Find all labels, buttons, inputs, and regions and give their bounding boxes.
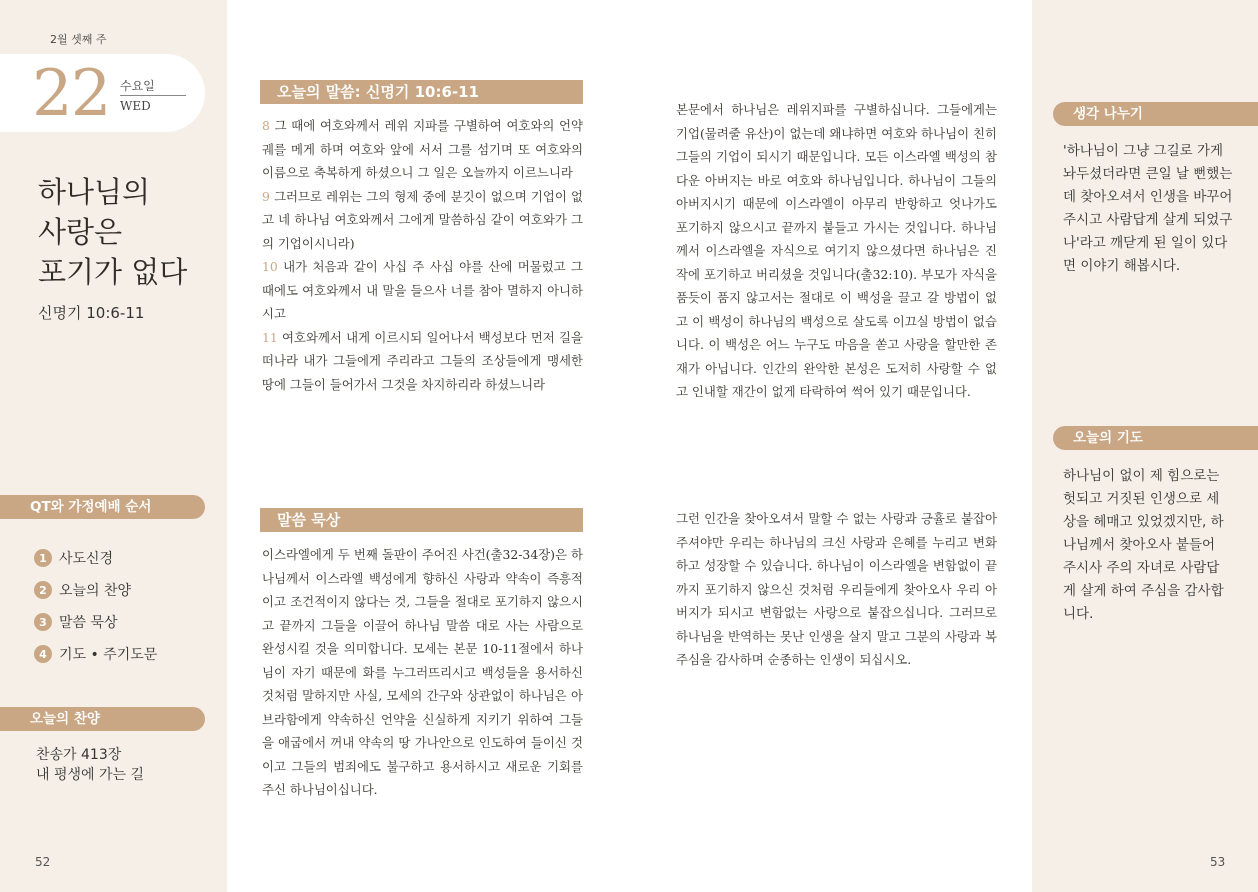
number-badge: 1 bbox=[34, 549, 52, 567]
page-number-left: 52 bbox=[35, 855, 51, 869]
verse bbox=[262, 114, 583, 185]
order-item bbox=[34, 638, 157, 670]
scripture-passage bbox=[262, 114, 583, 396]
verse-text: 여호와께서 내게 이르시되 일어나서 백성보다 먼저 길을 떠나라 내가 그들에게 주리라고 그들의 조상들에게 맹세한 땅에 그들이 들어가서 그것을 차지하리라 하셨느니라 bbox=[262, 329, 583, 392]
hymn-info bbox=[36, 745, 144, 785]
meditation-paragraph: 본문에서 하나님은 레위지파를 구별하십니다. 그들에게는 기업(물려줄 유산)이 없는데 왜냐하면 여호와 하나님이 친히 그들의 기업이 되시기 때문입니다. 모든 이스라엘 백성의 참다운 아버지는 바로 여호와 하나님입니다. 하나님이 그들의 아버지시기 때문에 이스라엘이 아무리 반항하고 엇나가도 포기하지 않으시고 끝까지 붙들고 가시는 것입니다. 하나님께서 이스라엘을 자식으로 여기지 않으셨다면 하나님은 진작에 포기하고 버리셨을 것입니다(출32:10). 부모가 자식을 품듯이 품지 않고서는 절대로 이 백성을 끌고 갈 방법이 없고 이 백성이 하나님의 백성으로 살도록 이끄실 방법이 없습니다. 이 백성은 어느 누구도 마음을 쏟고 사랑을 할만한 존재가 아닙니다. 인간의 완악한 본성은 도저히 사랑할 수 없고 인내할 재간이 없게 타락하여 썩어 있기 때문입니다. bbox=[676, 102, 997, 399]
weekday-divider bbox=[120, 95, 186, 96]
verse-text: 내가 처음과 같이 사십 주 사십 야를 산에 머물렀고 그 때에도 여호와께서 내 말을 들으사 너를 참아 멸하지 아니하시고 bbox=[262, 259, 583, 321]
order-item-label: 기도 • 주기도문 bbox=[59, 647, 158, 663]
order-list bbox=[34, 542, 157, 670]
number-badge: 3 bbox=[34, 613, 52, 631]
order-item bbox=[34, 606, 157, 638]
share-heading: 생각 나누기 bbox=[1053, 102, 1258, 126]
hymn-heading: 오늘의 찬양 bbox=[0, 707, 205, 731]
meditation-heading: 말씀 묵상 bbox=[260, 508, 583, 532]
day-number: 22 bbox=[32, 57, 110, 131]
order-heading: QT와 가정예배 순서 bbox=[0, 495, 205, 519]
verse bbox=[262, 326, 583, 397]
order-item-label: 사도신경 bbox=[59, 551, 114, 567]
meditation-paragraph: 그런 인간을 찾아오셔서 말할 수 없는 사랑과 긍휼로 붙잡아 주셔야만 우리는 하나님의 크신 사랑과 은혜를 누리고 변화하고 성장할 수 있습니다. 하나님이 이스라엘을 변함없이 끝까지 포기하지 않으신 것처럼 우리들에게 찾아오사 우리 아버지가 되시고 변함없는 사랑으로 붙잡으십니다. 그러므로 하나님을 반역하는 못난 인생을 살지 말고 그분의 사랑과 복주심을 감사하며 순종하는 인생이 되십시오. bbox=[676, 511, 997, 667]
verse-number: 8 bbox=[262, 118, 270, 133]
scripture-reference: 신명기 10:6-11 bbox=[38, 304, 145, 322]
order-item bbox=[34, 542, 157, 574]
number-badge: 2 bbox=[34, 581, 52, 599]
order-item-label: 오늘의 찬양 bbox=[59, 583, 132, 599]
verse-number: 10 bbox=[262, 259, 278, 274]
weekday-english: WED bbox=[120, 99, 151, 113]
page-title bbox=[38, 172, 187, 292]
share-text: '하나님이 그냥 그길로 가게 놔두셨더라면 큰일 날 뻔했는데 찾아오셔서 인생을 바꾸어 주시고 사람답게 살게 되었구나'라고 깨닫게 된 일이 있다면 이야기 해봅시다. bbox=[1063, 143, 1233, 274]
hymn-title: 내 평생에 가는 길 bbox=[36, 767, 145, 783]
verse bbox=[262, 255, 583, 326]
order-item bbox=[34, 574, 157, 606]
prayer-text: 하나님이 없이 제 힘으로는 헛되고 거짓된 인생으로 세상을 헤매고 있었겠지만, 하나님께서 찾아오사 붙들어 주시사 주의 자녀로 사람답게 살게 하여 주심을 감사합니다. bbox=[1063, 468, 1224, 622]
meditation-paragraph: 이스라엘에게 두 번째 돌판이 주어진 사건(출32-34장)은 하나님께서 이스라엘 백성에게 향하신 사랑과 약속이 즉흥적이고 조건적이지 않다는 것, 그들을 절대로 포기하지 않으시고 끝까지 그들을 이끌어 하나님 말씀 대로 사는 사람으로 완성시킬 것을 의미합니다. 모세는 본문 10-11절에서 하나님이 자기 때문에 화를 누그러뜨리시고 백성들을 용서하신 것처럼 말하지만 사실, 모세의 간구와 상관없이 하나님은 아브라함에게 약속하신 언약을 신실하게 지키기 위하여 그들을 애굽에서 꺼내 약속의 땅 가나안으로 인도하여 들이신 것이고 그들의 범죄에도 불구하고 용서하시고 새로운 기회를 주신 하나님이십니다. bbox=[262, 547, 583, 797]
order-item-label: 말씀 묵상 bbox=[59, 615, 118, 631]
verse-number: 11 bbox=[262, 329, 278, 345]
title-line: 포기가 없다 bbox=[38, 255, 188, 289]
scripture-heading: 오늘의 말씀: 신명기 10:6-11 bbox=[260, 80, 583, 104]
weekday-korean: 수요일 bbox=[120, 79, 155, 93]
title-line: 사랑은 bbox=[38, 215, 123, 249]
hymn-number: 찬송가 413장 bbox=[36, 747, 122, 763]
prayer-heading: 오늘의 기도 bbox=[1053, 426, 1258, 450]
verse-number: 9 bbox=[262, 188, 270, 204]
week-label: 2월 셋째 주 bbox=[50, 33, 107, 46]
verse-text: 그 때에 여호와께서 레위 지파를 구별하여 여호와의 언약 궤를 메게 하며 여호와 앞에 서서 그를 섬기며 또 여호와의 이름으로 축복하게 하셨으니 그 일은 오늘까지 이르느니라 bbox=[262, 118, 583, 180]
number-badge: 4 bbox=[34, 645, 52, 663]
page-number-right: 53 bbox=[1210, 855, 1226, 869]
title-line: 하나님의 bbox=[38, 175, 151, 209]
verse bbox=[262, 185, 583, 256]
verse-text: 그러므로 레위는 그의 형제 중에 분깃이 없으며 기업이 없고 네 하나님 여호와께서 그에게 말씀하심 같이 여호와가 그의 기업이시니라) bbox=[262, 188, 583, 251]
